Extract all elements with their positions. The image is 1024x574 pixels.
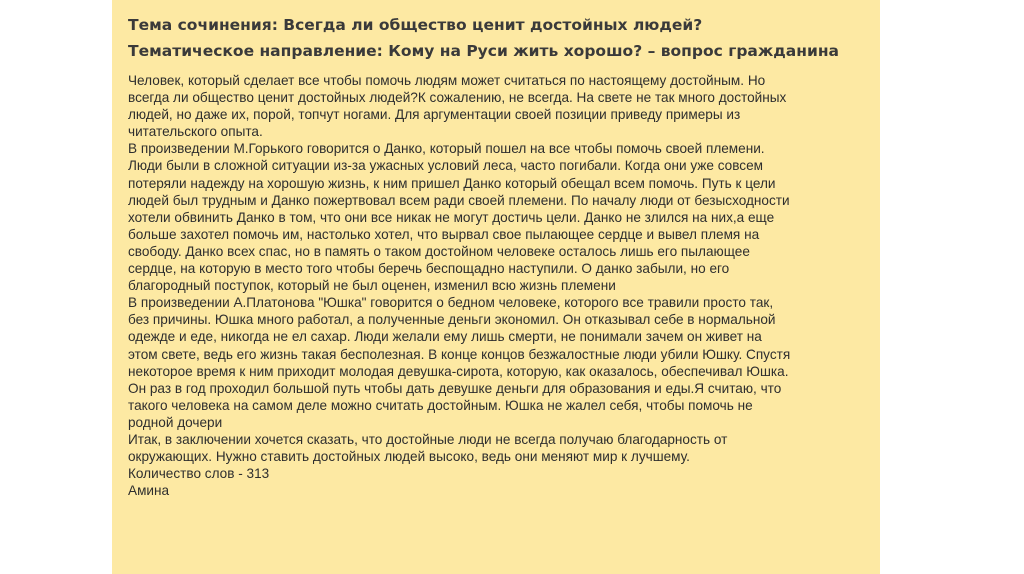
text-line: этом свете, ведь его жизнь такая бесполезная. В конце концов безжалостные люди убили Юшку. Спустя xyxy=(128,346,791,362)
slide-subtitle: Тематическое направление: Кому на Руси жить хорошо? – вопрос гражданина xyxy=(128,42,840,60)
author-name: Амина xyxy=(128,483,170,499)
text-line: одежде и еде, никогда не ел сахар. Люди желали ему лишь смерти, не понимали зачем он живет на xyxy=(128,329,762,345)
text-line: больше захотел помочь им, настолько хотел, что вырвал свое пылающее сердце и вывел племя на xyxy=(128,226,760,242)
text-line: Человек, который сделает все чтобы помочь людям может считаться по настоящему достойным. Но xyxy=(128,73,766,88)
text-line: всегда ли общество ценит достойных людей?К сожалению, не всегда. На свете не так много достойных xyxy=(128,90,787,106)
text-line: родной дочери xyxy=(128,414,223,430)
text-line: Он раз в год проходил большой путь чтобы дать девушке деньги для образования и еды.Я считаю, что xyxy=(128,380,782,396)
text-line: хотели обвинить Данко в том, что они все никак не могут достичь цели. Данко не злился на них,а еще xyxy=(128,209,775,225)
text-line: благородный поступок, который не был оценен, изменил всю жизнь племени xyxy=(128,278,616,294)
text-line: без причины. Юшка много работал, а полученные деньги экономил. Он отказывал себе в нормальной xyxy=(128,312,776,328)
text-line: В произведении М.Горького говорится о Данко, который пошел на все чтобы помочь своей племени. xyxy=(128,141,765,157)
text-line: такого человека на самом деле можно считать достойным. Юшка не жалел себя, чтобы помочь не xyxy=(128,397,753,413)
text-line: окружающих. Нужно ставить достойных людей высоко, ведь они меняют мир к лучшему. xyxy=(128,449,690,465)
word-count: Количество слов - 313 xyxy=(128,466,270,482)
essay-text xyxy=(128,72,870,499)
text-line: Люди были в сложной ситуации из-за ужасных условий леса, часто погибали. Когда они уже совсем xyxy=(128,158,763,174)
text-line: В произведении А.Платонова "Юшка" говорится о бедном человеке, которого все травили просто так, xyxy=(128,295,774,311)
slide xyxy=(112,0,880,574)
text-line: Итак, в заключении хочется сказать, что достойные люди не всегда получаю благодарность от xyxy=(128,431,728,447)
text-line: людей был трудным и Данко пожертвовал всем ради своей племени. По началу люди от безысходности xyxy=(128,192,790,208)
text-line: читательского опыта. xyxy=(128,124,263,140)
slide-title: Тема сочинения: Всегда ли общество ценит достойных людей? xyxy=(128,16,703,34)
text-line: потеряли надежду на хорошую жизнь, к ним пришел Данко который обещал всем помочь. Путь к цели xyxy=(128,175,776,191)
text-line: людей, но даже их, порой, топчут ногами. Для аргументации своей позиции приведу примеры из xyxy=(128,107,741,123)
text-line: сердце, на которую в место того чтобы беречь беспощадно наступили. О данко забыли, но его xyxy=(128,261,730,277)
text-line: свободу. Данко всех спас, но в память о таком достойном человеке осталось лишь его пылающее xyxy=(128,243,750,259)
text-line: некоторое время к ним приходит молодая девушка-сирота, которую, как оказалось, обеспечивал Юшка. xyxy=(128,363,789,379)
